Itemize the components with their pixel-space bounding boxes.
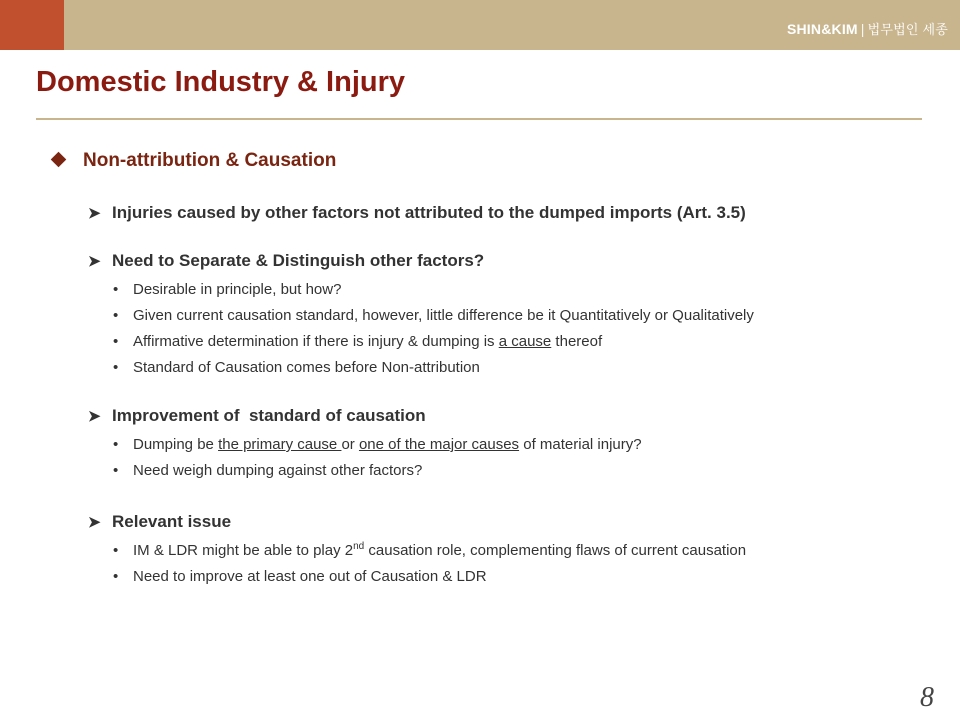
dot-bullet-icon: • bbox=[113, 281, 119, 298]
dot-bullet-icon: • bbox=[113, 436, 119, 453]
bullet-text: Need weigh dumping against other factors? bbox=[133, 462, 423, 479]
dot-bullet-icon: • bbox=[113, 359, 119, 376]
dot-bullet-icon: • bbox=[113, 462, 119, 479]
header-accent-block bbox=[0, 0, 64, 50]
bullet-text-post: thereof bbox=[551, 333, 603, 350]
bullet-text-mid: or bbox=[341, 436, 359, 453]
sub-heading-3 bbox=[88, 406, 426, 426]
bullet-item bbox=[113, 436, 642, 453]
bullet-text: Given current causation standard, however, little difference be it Quantitatively or Qualitatively bbox=[133, 307, 754, 324]
brand-logo bbox=[787, 19, 948, 38]
underlined-term: the primary cause bbox=[218, 436, 342, 453]
bullet-item bbox=[113, 281, 341, 298]
brand-korean-name: 법무법인 세종 bbox=[867, 22, 948, 37]
bullet-item bbox=[113, 462, 422, 479]
sub-heading-text: Improvement of standard of causation bbox=[112, 406, 426, 425]
superscript: nd bbox=[353, 541, 365, 552]
sub-heading-text: Injuries caused by other factors not attributed to the dumped imports (Art. 3.5) bbox=[112, 203, 746, 222]
bullet-item bbox=[113, 359, 480, 376]
bullet-item bbox=[113, 307, 754, 324]
dot-bullet-icon: • bbox=[113, 568, 119, 585]
dot-bullet-icon: • bbox=[113, 542, 119, 559]
dot-bullet-icon: • bbox=[113, 333, 119, 350]
header-bar bbox=[0, 0, 960, 50]
sub-heading-4 bbox=[88, 512, 231, 532]
sub-heading-1 bbox=[88, 203, 746, 223]
slide-title: Domestic Industry & Injury bbox=[36, 66, 406, 98]
bullet-text: Standard of Causation comes before Non-attribution bbox=[133, 359, 480, 376]
underlined-term: one of the major causes bbox=[358, 436, 520, 453]
dot-bullet-icon: • bbox=[113, 307, 119, 324]
bullet-text: Need to improve at least one out of Causation & LDR bbox=[133, 568, 487, 585]
underlined-term: a cause bbox=[498, 333, 552, 350]
bullet-text-pre: Affirmative determination if there is injury & dumping is bbox=[133, 333, 499, 350]
arrow-bullet-icon: ➤ bbox=[88, 514, 101, 531]
brand-separator: | bbox=[860, 21, 865, 37]
bullet-text-pre: Dumping be bbox=[133, 436, 219, 453]
main-heading-text: Non-attribution & Causation bbox=[83, 150, 337, 171]
arrow-bullet-icon: ➤ bbox=[88, 205, 101, 222]
bullet-text-post: causation role, complementing flaws of current causation bbox=[364, 542, 747, 559]
bullet-text: Desirable in principle, but how? bbox=[133, 281, 342, 298]
bullet-text-post: of material injury? bbox=[519, 436, 642, 453]
bullet-text-pre: IM & LDR might be able to play 2 bbox=[133, 542, 354, 559]
bullet-item bbox=[113, 333, 602, 350]
sub-heading-2 bbox=[88, 251, 484, 271]
bullet-item bbox=[113, 568, 487, 585]
sub-heading-text: Need to Separate & Distinguish other factors? bbox=[112, 251, 485, 270]
title-divider bbox=[36, 118, 922, 120]
page-number: 8 bbox=[920, 682, 934, 713]
arrow-bullet-icon: ➤ bbox=[88, 253, 101, 270]
sub-heading-text: Relevant issue bbox=[112, 512, 232, 531]
bullet-item bbox=[113, 541, 746, 559]
main-heading bbox=[50, 150, 336, 172]
brand-name: SHIN&KIM bbox=[786, 21, 858, 37]
diamond-bullet-icon bbox=[51, 152, 67, 168]
arrow-bullet-icon: ➤ bbox=[88, 408, 101, 425]
